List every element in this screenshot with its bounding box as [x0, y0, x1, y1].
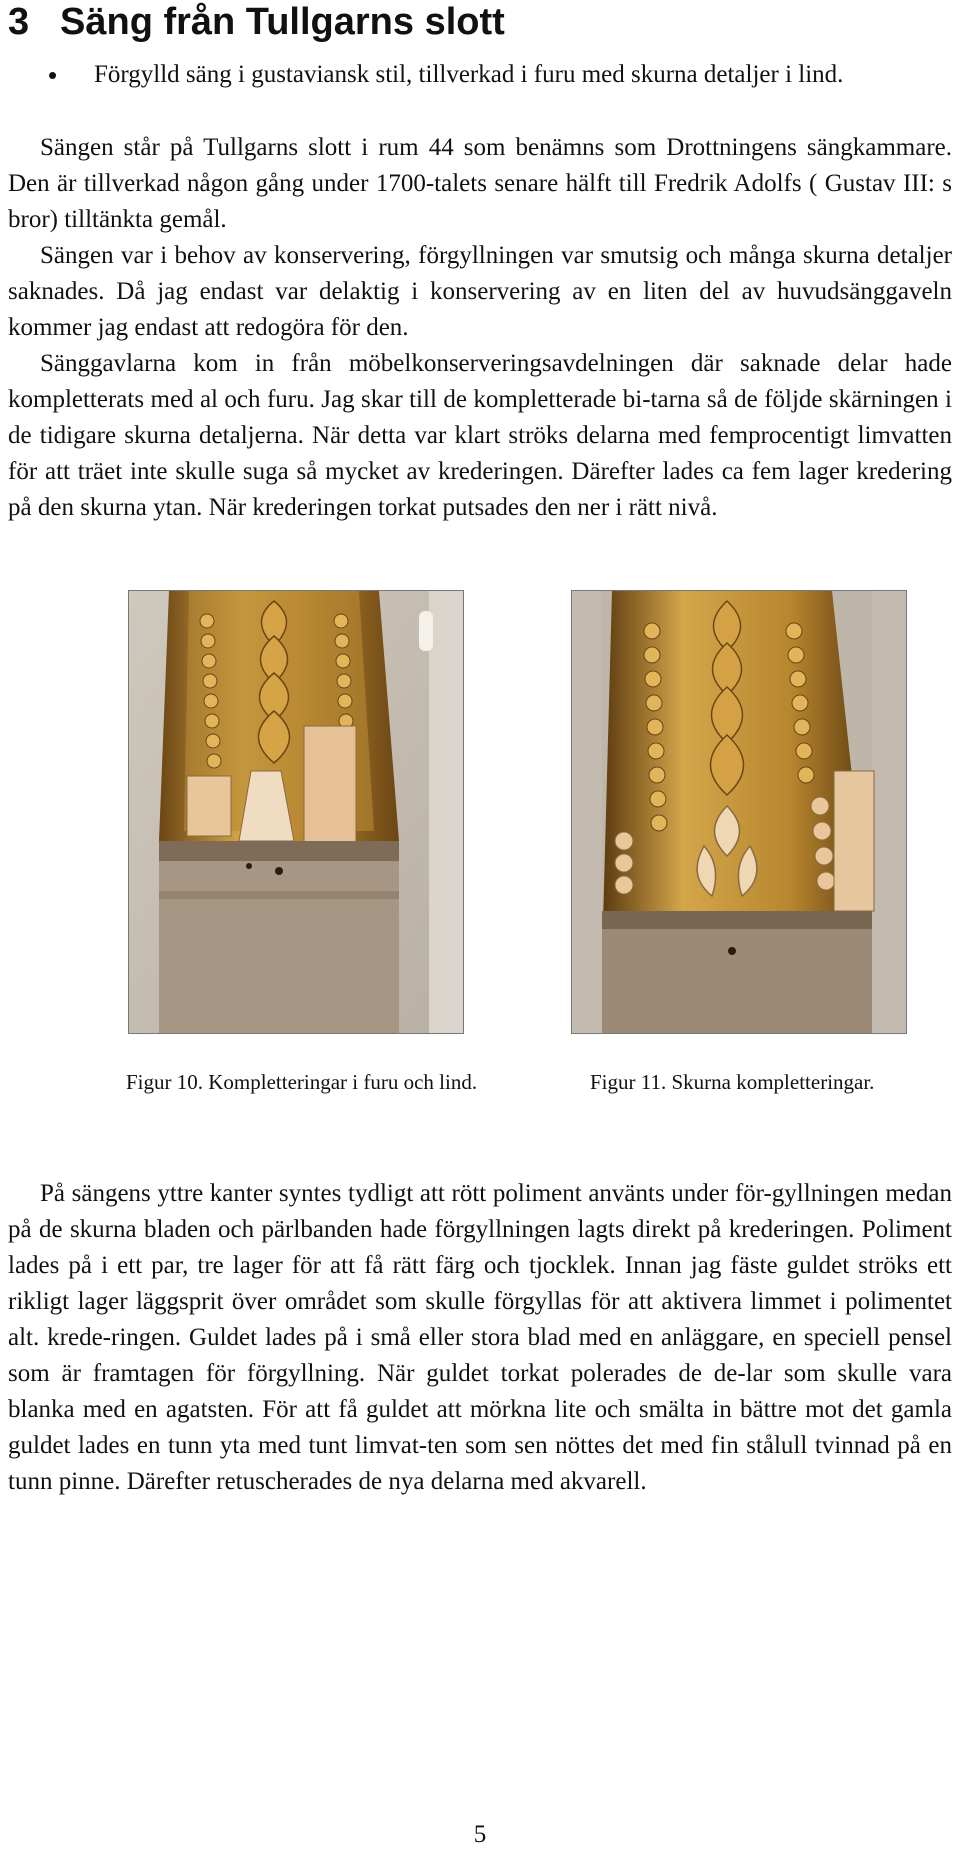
- carved-bedpost-photo-1: [129, 591, 463, 1033]
- carved-bedpost-photo-2: [572, 591, 906, 1033]
- page-number: 5: [473, 1821, 487, 1848]
- paragraph-gilding: [8, 1176, 952, 1500]
- section-number: 3: [8, 1, 30, 43]
- paragraph-room: [8, 130, 952, 238]
- paragraph-text: Sängen står på Tullgarns slott i rum 44 som benämns som Drottningens sängkammare. Den är tillverkad någon gång under 1700-talets senare hälft till Fredrik Adolfs ( Gustav III: s bror) tilltänkta gemål.: [8, 134, 952, 233]
- paragraph-treatment: [8, 346, 952, 526]
- figure-10-caption: Figur 10. Kompletteringar i furu och lind.: [126, 1070, 478, 1094]
- figure-11-caption: Figur 11. Skurna kompletteringar.: [590, 1070, 875, 1094]
- figure-10-photo: [128, 590, 464, 1034]
- paragraph-condition: [8, 238, 952, 346]
- bullet-icon: •: [48, 60, 58, 90]
- section-heading: [8, 0, 505, 44]
- section-title: Säng från Tullgarns slott: [60, 1, 505, 43]
- bullet-text: Förgylld säng i gustaviansk stil, tillverkad i furu med skurna detaljer i lind.: [94, 61, 844, 88]
- paragraph-text: På sängens yttre kanter syntes tydligt att rött poliment använts under för-gyllningen medan på de skurna bladen och pärlbanden hade förgyllningen lagts direkt på krederingen. Poliment lades på i ett par, tre lager för att få rätt färg och tjocklek. Innan jag fäste guldet ströks ett rikligt lager läggsprit över området som skulle förgyllas för att aktivera limmet i polimentet alt. krede-ringen. Guldet lades på i små eller stora blad med en anläggare, en speciell pensel som är framtagen för förgyllning. När guldet torkat polerades de de-lar som skulle vara blanka med en agatsten. För att få guldet att mörkna lite och smälta in bättre mot det gamla guldet lades en tunn yta med tunt limvat-ten som sen nöttes det med fin stålull tvinnad på en tunn pinne. Därefter retuscherades de nya delarna med akvarell.: [8, 1180, 952, 1495]
- figure-11-photo: [571, 590, 907, 1034]
- paragraph-text: Sänggavlarna kom in från möbelkonserveringsavdelningen där saknade delar hade kompletterats med al och furu. Jag skar till de kompletterade bi-tarna så de följde skärningen i de tidigare skurna detaljerna. När detta var klart ströks delarna med femprocentigt limvatten för att träet inte skulle suga så mycket av krederingen. Därefter lades ca fem lager kredering på den skurna ytan. När krederingen torkat putsades den ner i rätt nivå.: [8, 350, 952, 521]
- paragraph-text: Sängen var i behov av konservering, förgyllningen var smutsig och många skurna detaljer saknades. Då jag endast var delaktig i konservering av en liten del av huvudsänggaveln kommer jag endast att redogöra för den.: [8, 242, 952, 341]
